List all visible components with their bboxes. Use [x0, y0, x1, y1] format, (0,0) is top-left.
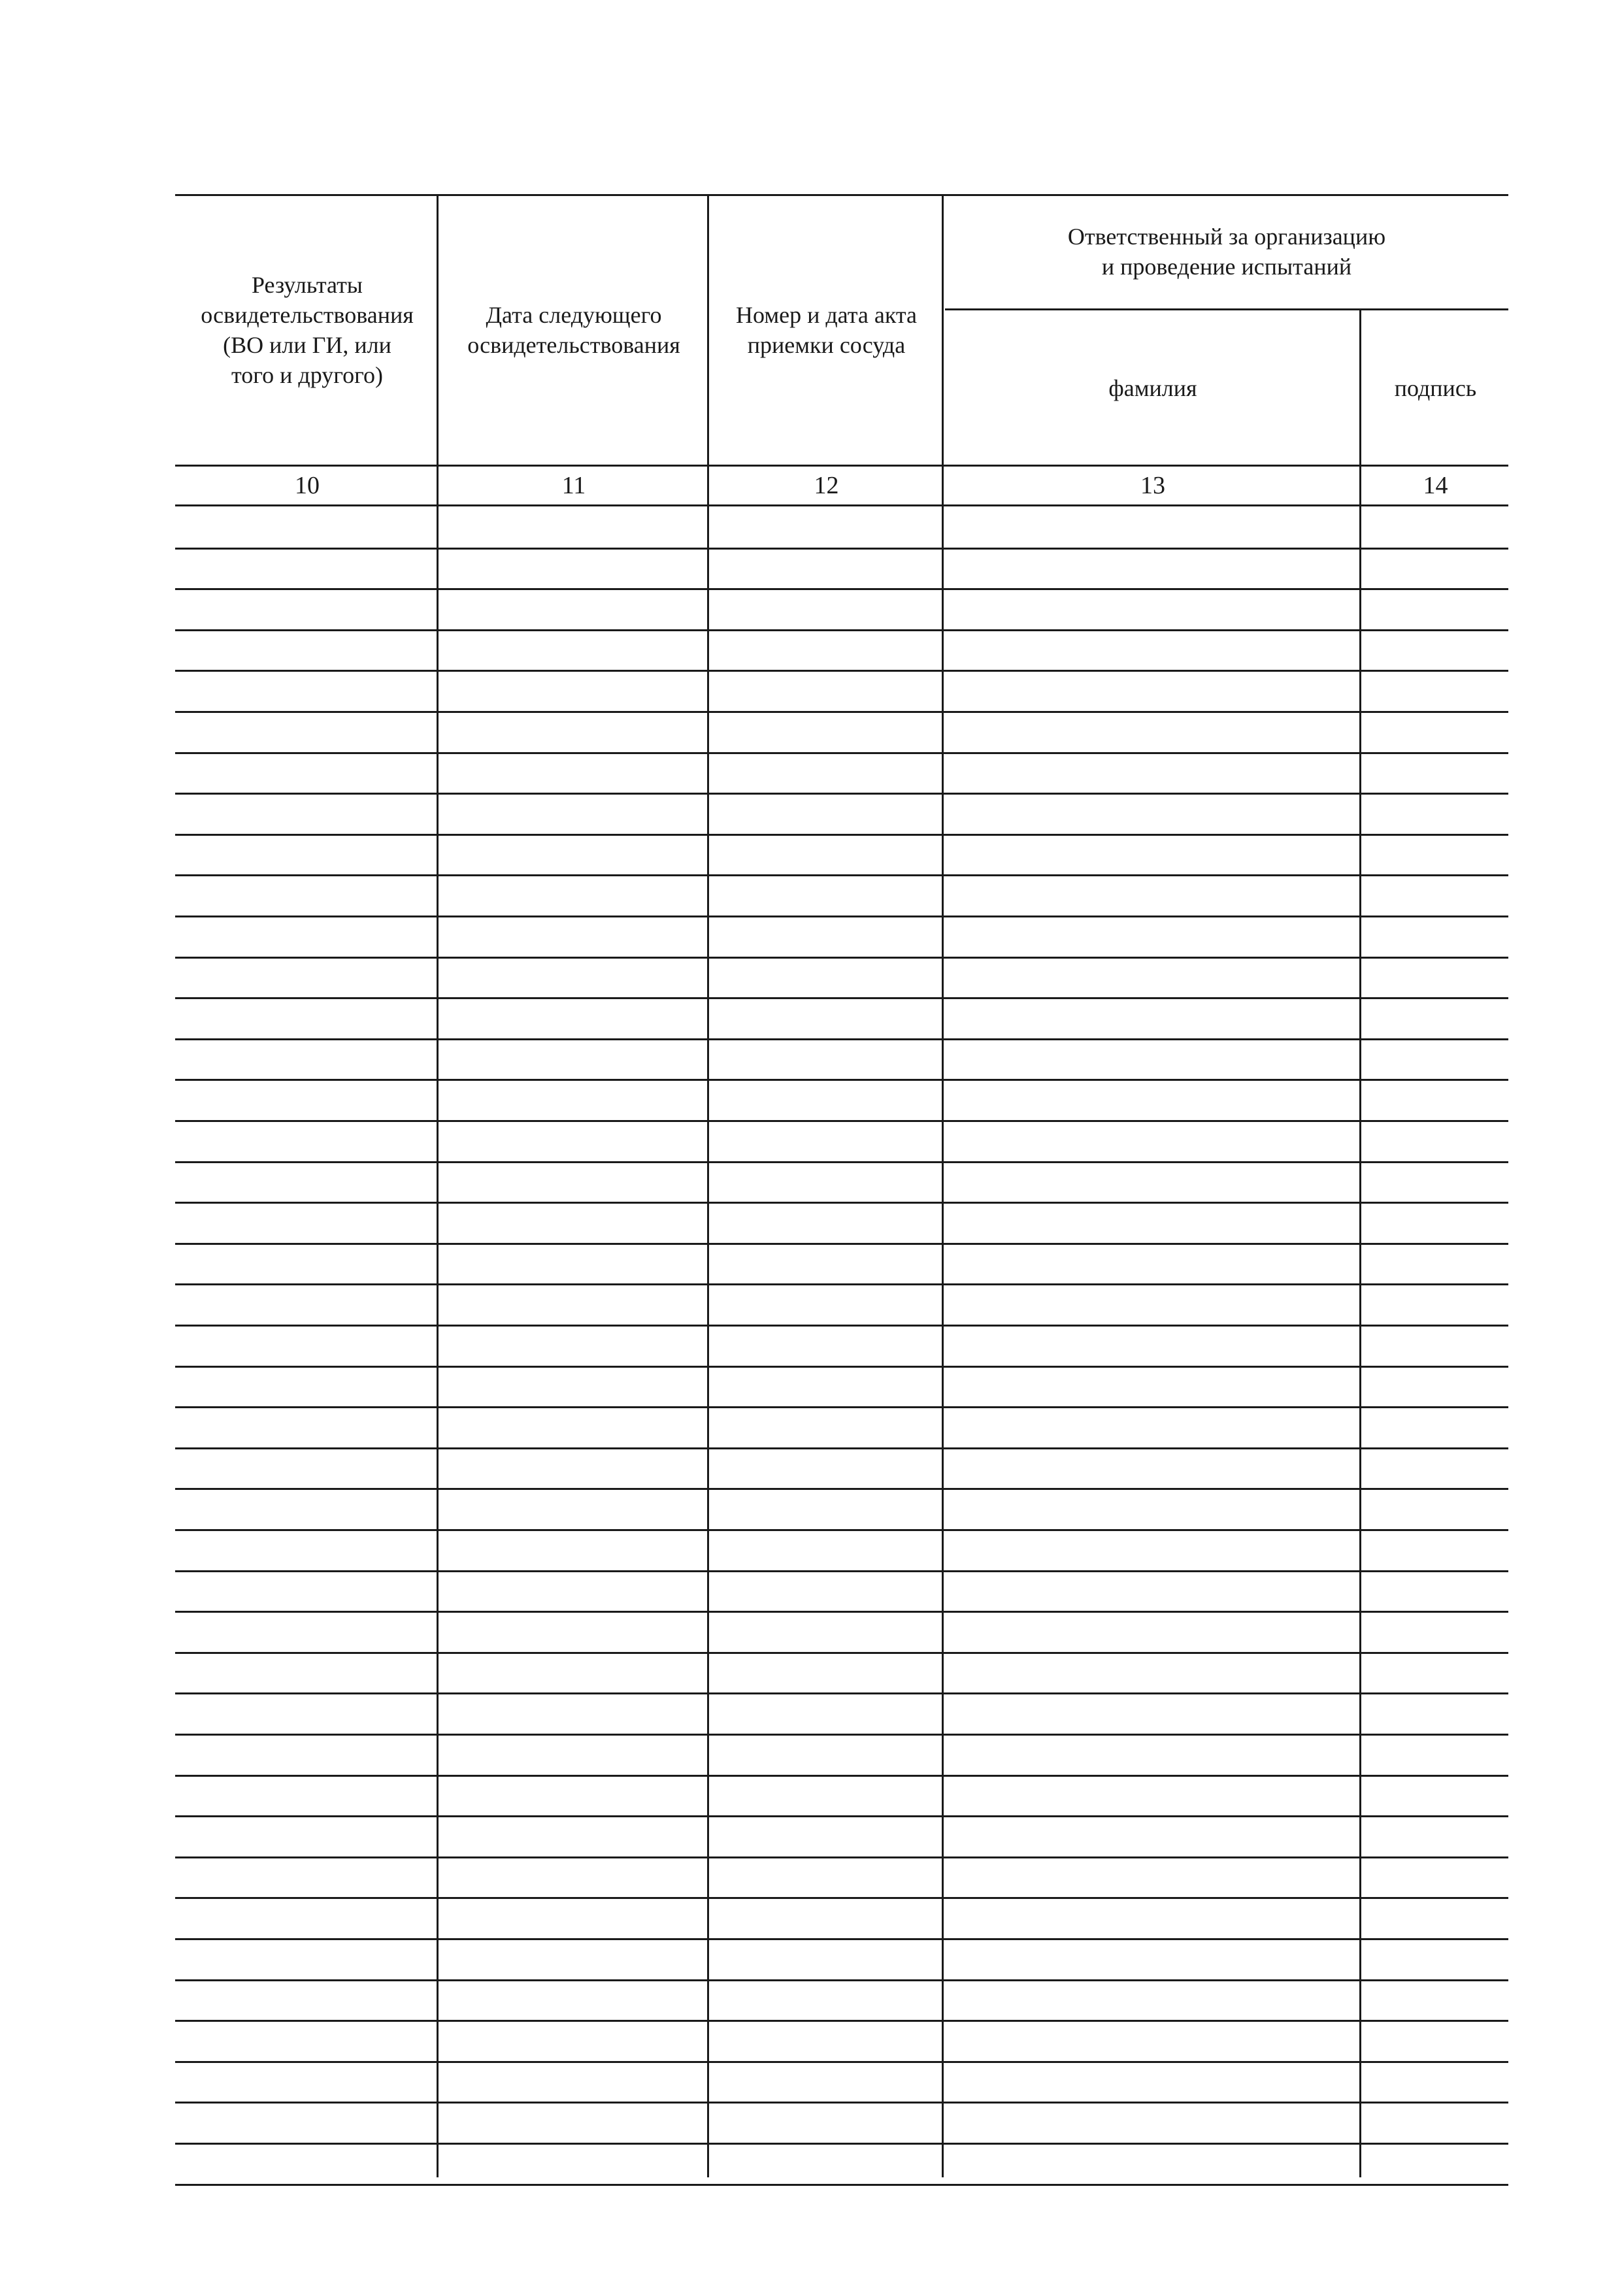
table-row — [175, 1202, 1508, 1244]
table-row — [175, 1038, 1508, 1080]
table-row — [175, 1734, 1508, 1775]
column-number-12: 12 — [814, 472, 839, 499]
header-responsible: Ответственный за организацию и проведение испытаний — [1067, 223, 1386, 280]
table-row — [175, 1816, 1508, 1857]
table-top-border — [175, 194, 1508, 196]
table-row — [175, 834, 1508, 875]
table-row — [175, 507, 1508, 548]
row-line — [175, 2184, 1508, 2186]
column-number-14: 14 — [1423, 472, 1448, 499]
table-row — [175, 998, 1508, 1039]
header-signature: подпись — [1394, 375, 1477, 401]
table-row — [175, 1611, 1508, 1653]
table-row — [175, 1856, 1508, 1898]
table-row — [175, 1366, 1508, 1407]
column-number-13: 13 — [1140, 472, 1165, 499]
column-number-10: 10 — [295, 472, 320, 499]
table-row — [175, 1161, 1508, 1202]
table-row — [175, 1570, 1508, 1611]
table-row — [175, 752, 1508, 793]
table-row — [175, 1284, 1508, 1325]
table-row — [175, 1979, 1508, 2021]
header-surname: фамилия — [1108, 375, 1197, 401]
column-number-11: 11 — [561, 472, 586, 499]
table-row — [175, 1243, 1508, 1284]
header-results: Результаты освидетельствования (ВО или ГИ, или того и другого) — [201, 272, 414, 388]
table-row — [175, 1530, 1508, 1571]
header-act: Номер и дата акта приемки сосуда — [736, 302, 917, 358]
table-row — [175, 1652, 1508, 1693]
responsible-divider — [945, 308, 1508, 310]
table-row — [175, 712, 1508, 753]
table-row — [175, 548, 1508, 589]
table-row — [175, 2061, 1508, 2102]
numbers-bottom-border — [175, 504, 1508, 506]
table-row — [175, 2143, 1508, 2185]
table-row — [175, 1447, 1508, 1489]
table-row — [175, 589, 1508, 630]
table-row — [175, 2021, 1508, 2062]
table-row — [175, 916, 1508, 957]
header-bottom-border — [175, 465, 1508, 467]
table-row — [175, 1407, 1508, 1448]
header-next-date: Дата следующего освидетельствования — [467, 302, 680, 358]
table-row — [175, 2102, 1508, 2143]
table-row — [175, 793, 1508, 834]
table-row — [175, 1939, 1508, 1980]
table-row — [175, 1489, 1508, 1530]
table-row — [175, 1325, 1508, 1366]
table-row — [175, 875, 1508, 916]
table-row — [175, 629, 1508, 670]
table-row — [175, 957, 1508, 998]
table-row — [175, 1898, 1508, 1939]
table-row — [175, 670, 1508, 712]
table-row — [175, 1775, 1508, 1816]
table-row — [175, 1080, 1508, 1121]
table-row — [175, 1693, 1508, 1734]
table-row — [175, 1121, 1508, 1162]
